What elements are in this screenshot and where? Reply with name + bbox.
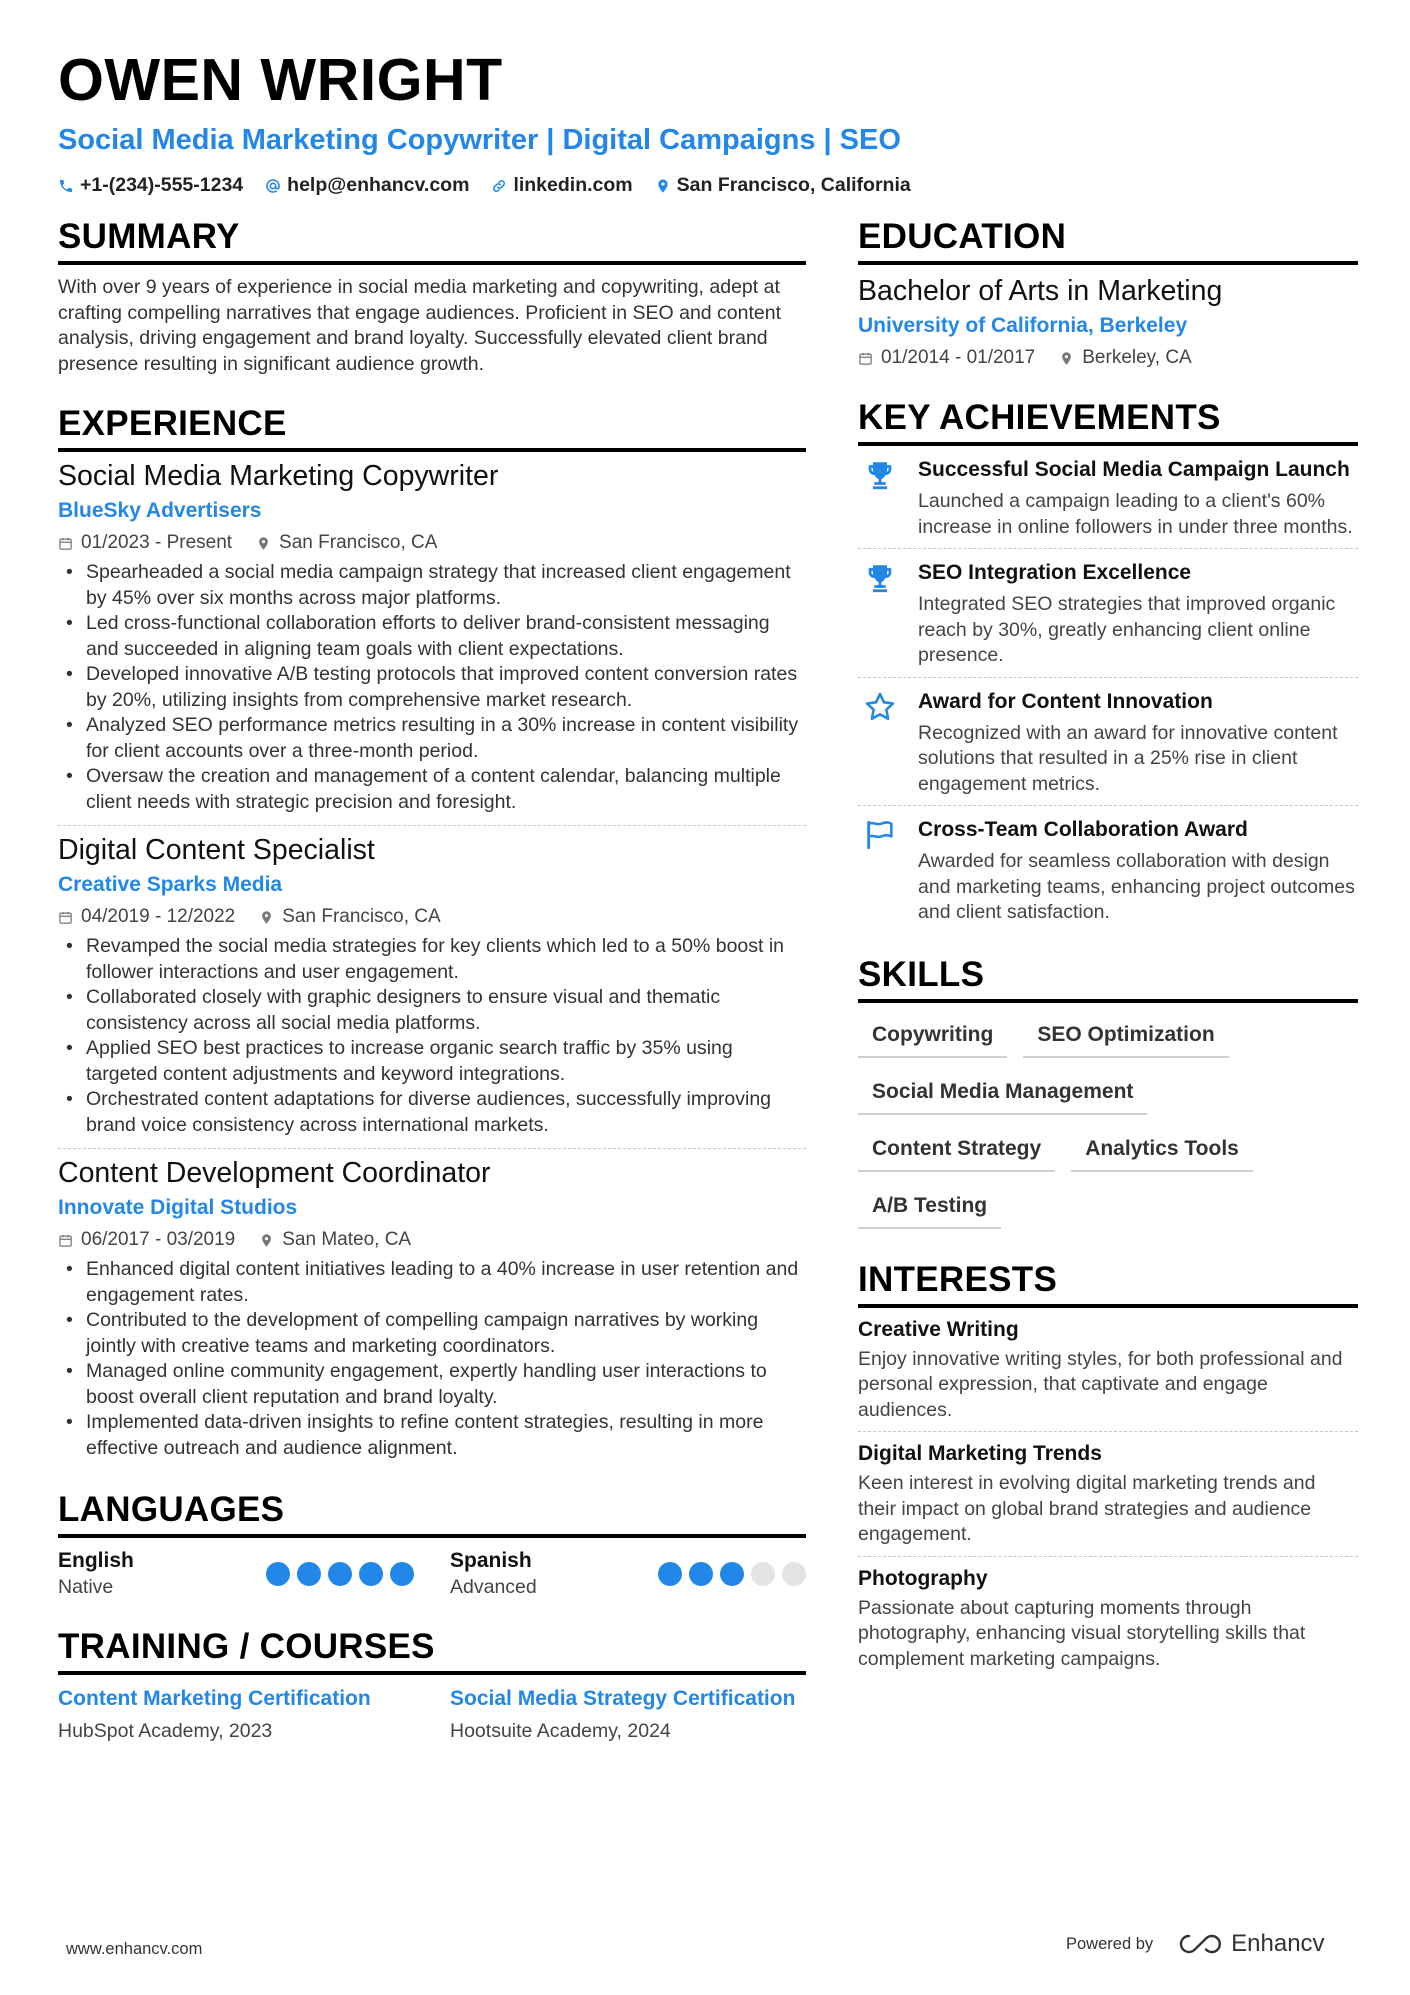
at-icon (265, 178, 281, 194)
calendar-icon (58, 536, 73, 551)
calendar-icon (58, 1233, 73, 1248)
skills-list (858, 1015, 1358, 1229)
skill-tag: A/B Testing (858, 1186, 1001, 1229)
left-column (58, 216, 806, 1762)
job-bullet: • Orchestrated content adaptations for diverse audiences, successfully improving brand voice consistency across international markets. (58, 1087, 806, 1138)
achievement-title: Cross-Team Collaboration Award (918, 818, 1248, 841)
training-provider: Hootsuite Academy, 2024 (450, 1720, 671, 1742)
training-title: Content Marketing Certification (58, 1687, 371, 1710)
achievement-desc: Launched a campaign leading to a client's 60% increase in online followers in under three months. (918, 490, 1353, 538)
footer-website[interactable]: www.enhancv.com (66, 1940, 203, 1958)
job-company: BlueSky Advertisers (58, 499, 262, 522)
candidate-headline: Social Media Marketing Copywriter | Digital Campaigns | SEO (58, 124, 901, 156)
location-text: San Francisco, California (676, 174, 911, 196)
language-name: English (58, 1549, 134, 1572)
job-dates (58, 530, 232, 556)
education-meta (858, 345, 1358, 371)
proficiency-dot-empty (782, 1562, 806, 1586)
proficiency-dot-empty (751, 1562, 775, 1586)
job-dates-text: 06/2017 - 03/2019 (81, 1229, 236, 1250)
job-bullets (58, 1257, 806, 1461)
achievement-title: Successful Social Media Campaign Launch (918, 458, 1350, 481)
training-item (58, 1685, 414, 1744)
interest-desc: Keen interest in evolving digital marketing trends and their impact on global brand strategies and audience engagement. (858, 1472, 1316, 1545)
training-list (58, 1685, 806, 1744)
languages-list (58, 1548, 806, 1600)
training-title: Social Media Strategy Certification (450, 1687, 796, 1710)
job-entry (58, 452, 806, 826)
trophy-icon (863, 561, 897, 595)
education-location (1059, 345, 1191, 371)
achievement-title: Award for Content Innovation (918, 689, 1213, 713)
achievement-title: SEO Integration Excellence (918, 561, 1192, 584)
languages-heading: LANGUAGES (58, 1489, 806, 1538)
job-bullet: • Oversaw the creation and management of a content calendar, balancing multiple client needs with strategic precision and foresight. (58, 764, 806, 815)
job-bullets (58, 934, 806, 1138)
skill-tag: Copywriting (858, 1015, 1007, 1058)
skill-tag: SEO Optimization (1023, 1015, 1228, 1058)
phone-icon (58, 178, 74, 194)
calendar-icon (58, 910, 73, 925)
contact-bar (58, 174, 1358, 197)
proficiency-dot-filled (720, 1562, 744, 1586)
languages-section (58, 1489, 806, 1600)
interests-section (858, 1259, 1358, 1681)
job-dates-text: 01/2023 - Present (81, 532, 233, 553)
phone-text: +1-(234)-555-1234 (80, 174, 244, 196)
interest-title: Photography (858, 1566, 988, 1590)
flag-icon (863, 818, 897, 852)
job-bullets (58, 560, 806, 815)
interest-desc: Passionate about capturing moments through photography, enhancing visual storytelling skills that complement marketing campaigns. (858, 1596, 1306, 1670)
summary-heading: SUMMARY (58, 216, 806, 265)
job-location-text: San Francisco, CA (282, 906, 441, 927)
job-meta (58, 904, 806, 930)
contact-location (655, 174, 911, 197)
location-pin-icon (259, 910, 274, 925)
achievements-heading: KEY ACHIEVEMENTS (858, 397, 1358, 446)
proficiency-dot-filled (266, 1562, 290, 1586)
language-level: Advanced (450, 1576, 537, 1598)
location-pin-icon (655, 178, 671, 194)
interest-item (858, 1557, 1358, 1681)
proficiency-dot-filled (328, 1562, 352, 1586)
job-bullet: • Spearheaded a social media campaign strategy that increased client engagement by 45% over six months across major platforms. (58, 560, 806, 611)
job-bullet: • Implemented data-driven insights to refine content strategies, resulting in more effective outreach and audience alignment. (58, 1410, 806, 1461)
enhancv-logo-icon (1177, 1932, 1223, 1956)
education-school: University of California, Berkeley (858, 314, 1188, 337)
proficiency-dot-filled (359, 1562, 383, 1586)
language-proficiency-dots (658, 1562, 806, 1586)
proficiency-dot-filled (658, 1562, 682, 1586)
education-section (858, 216, 1358, 371)
job-location-text: San Mateo, CA (282, 1229, 412, 1250)
trophy-icon (863, 458, 897, 492)
interest-title: Digital Marketing Trends (858, 1442, 1102, 1465)
interest-title: Creative Writing (858, 1317, 1019, 1341)
job-company: Creative Sparks Media (58, 873, 283, 896)
achievement-item (858, 678, 1358, 807)
job-bullet: • Revamped the social media strategies for key clients which led to a 50% boost in follower interactions and user engagement. (58, 934, 806, 985)
job-bullet: • Collaborated closely with graphic designers to ensure visual and thematic consistency across all social media platforms. (58, 985, 806, 1036)
right-column (858, 216, 1358, 1698)
job-role: Digital Content Specialist (58, 834, 375, 866)
skills-section (858, 954, 1358, 1229)
interest-item (858, 1432, 1358, 1557)
linkedin-text: linkedin.com (513, 174, 633, 196)
brand-logo[interactable] (1177, 1930, 1324, 1958)
language-proficiency-dots (266, 1562, 414, 1586)
achievement-item (858, 806, 1358, 934)
job-company: Innovate Digital Studios (58, 1196, 298, 1219)
training-heading: TRAINING / COURSES (58, 1626, 806, 1675)
location-pin-icon (256, 536, 271, 551)
experience-heading: EXPERIENCE (58, 403, 806, 452)
resume-header (58, 44, 1358, 197)
job-location (259, 1227, 411, 1253)
location-pin-icon (1059, 351, 1074, 366)
training-provider: HubSpot Academy, 2023 (58, 1720, 273, 1742)
job-dates-text: 04/2019 - 12/2022 (81, 906, 236, 927)
job-dates (58, 904, 235, 930)
candidate-name: OWEN WRIGHT (58, 47, 503, 113)
job-bullet: • Led cross-functional collaboration efforts to deliver brand-consistent messaging and succeeded in aligning team goals with client expectations. (58, 611, 806, 662)
contact-phone[interactable] (58, 174, 243, 197)
job-role: Content Development Coordinator (58, 1157, 491, 1189)
job-bullet: • Managed online community engagement, expertly handling user interactions to boost overall client reputation and brand loyalty. (58, 1359, 806, 1410)
proficiency-dot-filled (689, 1562, 713, 1586)
job-location (259, 904, 440, 930)
job-meta (58, 1227, 806, 1253)
contact-linkedin[interactable] (491, 174, 632, 197)
achievement-desc: Integrated SEO strategies that improved organic reach by 30%, greatly enhancing client online presence. (918, 593, 1336, 666)
achievement-desc: Awarded for seamless collaboration with design and marketing teams, enhancing project outcomes and client satisfaction. (918, 850, 1355, 923)
job-location (256, 530, 437, 556)
job-bullet: • Contributed to the development of compelling campaign narratives by working jointly with creative teams and marketing coordinators. (58, 1308, 806, 1359)
education-degree: Bachelor of Arts in Marketing (858, 275, 1223, 307)
footer-branding (1066, 1930, 1325, 1958)
job-location-text: San Francisco, CA (279, 532, 438, 553)
education-heading: EDUCATION (858, 216, 1358, 265)
email-text: help@enhancv.com (287, 174, 470, 196)
summary-text: With over 9 years of experience in social media marketing and copywriting, adept at crafting compelling narratives that engage audiences. Proficient in SEO and content analysis, driving engagement and brand loyalty. Successfully elevated client brand presence resulting in significant audience growth. (58, 276, 782, 375)
job-entry (58, 1149, 806, 1471)
calendar-icon (858, 351, 873, 366)
achievement-desc: Recognized with an award for innovative content solutions that resulted in a 25% rise in client engagement metrics. (918, 721, 1338, 795)
skill-tag: Analytics Tools (1071, 1129, 1253, 1172)
language-level: Native (58, 1576, 114, 1598)
contact-email[interactable] (265, 174, 469, 197)
brand-name: Enhancv (1231, 1930, 1325, 1957)
achievement-item (858, 446, 1358, 549)
achievement-item (858, 549, 1358, 678)
summary-section (58, 216, 806, 377)
job-dates (58, 1227, 235, 1253)
achievements-section (858, 397, 1358, 934)
proficiency-dot-filled (297, 1562, 321, 1586)
proficiency-dot-filled (390, 1562, 414, 1586)
job-bullet: • Applied SEO best practices to increase organic search traffic by 35% using targeted content adjustments and keyword integrations. (58, 1036, 806, 1087)
job-bullet: • Analyzed SEO performance metrics resulting in a 30% increase in content visibility for client accounts over a three-month period. (58, 713, 806, 764)
interest-desc: Enjoy innovative writing styles, for both professional and personal expression, that captivate and engage audiences. (858, 1347, 1343, 1421)
job-meta (58, 530, 806, 556)
job-role: Social Media Marketing Copywriter (58, 460, 499, 492)
interest-item (858, 1308, 1358, 1433)
language-item (58, 1548, 414, 1600)
interests-heading: INTERESTS (858, 1259, 1358, 1308)
skill-tag: Content Strategy (858, 1129, 1055, 1172)
link-icon (491, 178, 507, 194)
job-entry (58, 826, 806, 1149)
training-section (58, 1626, 806, 1744)
language-name: Spanish (450, 1549, 532, 1572)
job-bullet: • Developed innovative A/B testing protocols that improved content conversion rates by 20%, utilizing insights from comprehensive market research. (58, 662, 806, 713)
star-icon (863, 690, 897, 724)
skills-heading: SKILLS (858, 954, 1358, 1003)
location-pin-icon (259, 1233, 274, 1248)
education-location-text: Berkeley, CA (1082, 347, 1192, 368)
training-item (450, 1685, 806, 1744)
powered-by-text: Powered by (1066, 1934, 1154, 1953)
skill-tag: Social Media Management (858, 1072, 1147, 1115)
education-dates (858, 345, 1035, 371)
language-item (450, 1548, 806, 1600)
education-dates-text: 01/2014 - 01/2017 (881, 347, 1036, 368)
job-bullet: • Enhanced digital content initiatives leading to a 40% increase in user retention and engagement rates. (58, 1257, 806, 1308)
experience-section (58, 403, 806, 1471)
